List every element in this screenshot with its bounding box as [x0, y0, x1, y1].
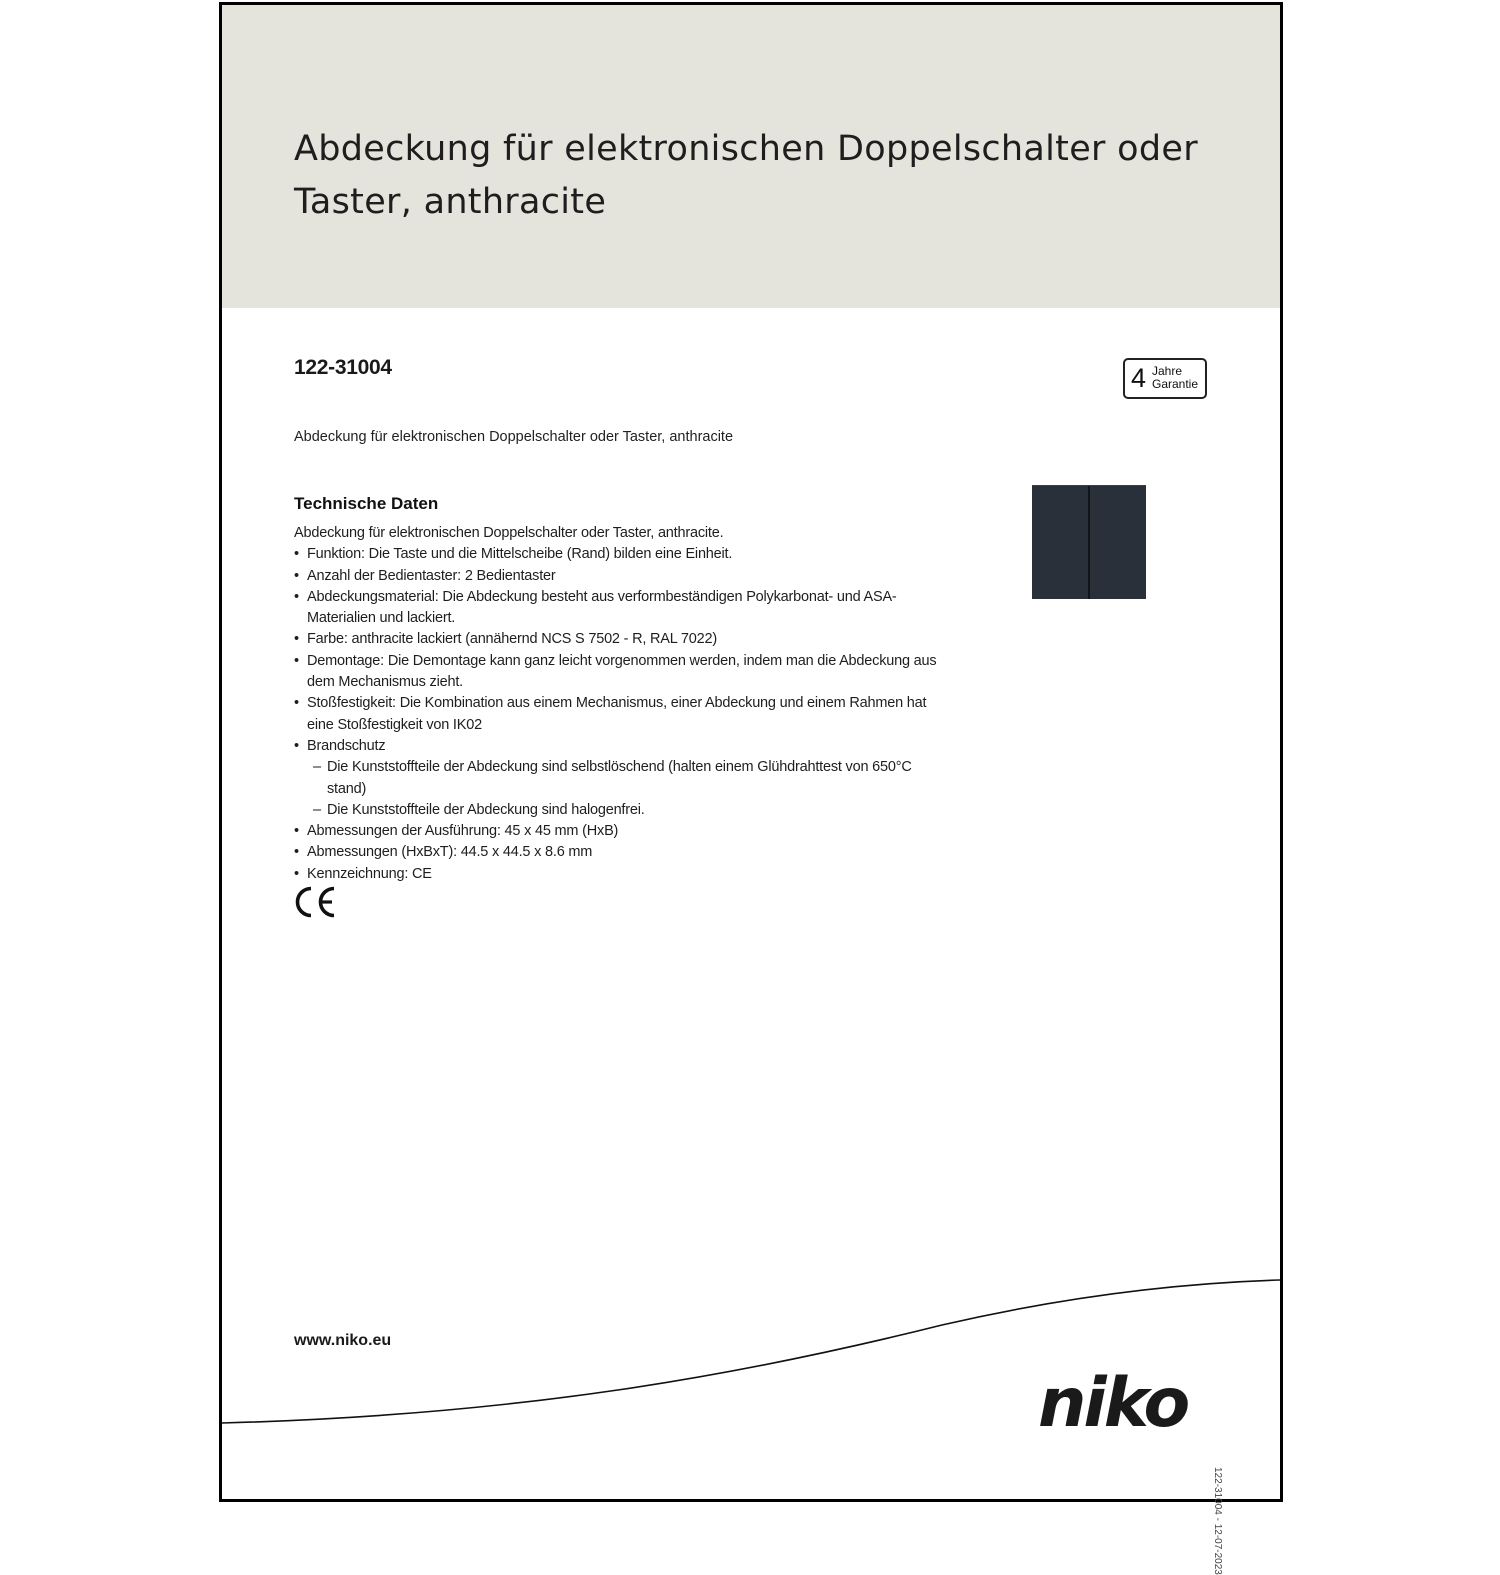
page-title: Abdeckung für elektronischen Doppelschalter oder Taster, anthracite — [294, 129, 1198, 222]
list-item: • Abmessungen (HxBxT): 44.5 x 44.5 x 8.6 mm — [294, 842, 954, 863]
technical-data-body — [294, 523, 954, 885]
list-item: • Demontage: Die Demontage kann ganz leicht vorgenommen werden, indem man die Abdeckung aus dem Mechanismus zieht. — [294, 651, 954, 694]
technical-data-heading: Technische Daten — [294, 494, 439, 513]
product-subtitle: Abdeckung für elektronischen Doppelschalter oder Taster, anthracite — [294, 429, 734, 445]
warranty-label-guarantee: Garantie — [1152, 377, 1199, 391]
list-item: • Abmessungen der Ausführung: 45 x 45 mm (HxB) — [294, 821, 954, 842]
list-item: • Farbe: anthracite lackiert (annähernd NCS S 7502 - R, RAL 7022) — [294, 629, 954, 650]
warranty-label-years: Jahre — [1152, 364, 1183, 378]
niko-logo — [1036, 1360, 1206, 1443]
list-item: • Brandschutz — [294, 736, 954, 757]
document-reference: 122-31004 - 12-07-2023 — [1212, 1467, 1223, 1575]
product-image — [1032, 485, 1146, 599]
warranty-years: 4 — [1131, 363, 1147, 393]
list-item: • Stoßfestigkeit: Die Kombination aus einem Mechanismus, einer Abdeckung und einem Rahmen hat eine Stoßfestigkeit von IK02 — [294, 693, 954, 736]
list-item: • Abdeckungsmaterial: Die Abdeckung besteht aus verformbeständigen Polykarbonat- und ASA-Materialien und lackiert. — [294, 587, 954, 630]
product-key-divider — [1088, 486, 1090, 599]
logo-text: niko — [1038, 1364, 1188, 1443]
ce-mark-icon — [294, 885, 338, 919]
list-subitem: – Die Kunststoffteile der Abdeckung sind selbstlöschend (halten einem Glühdrahttest von 650°C stand) — [294, 757, 954, 800]
warranty-badge — [1123, 358, 1207, 399]
website-link[interactable]: www.niko.eu — [294, 1332, 392, 1349]
technical-intro: Abdeckung für elektronischen Doppelschalter oder Taster, anthracite. — [294, 525, 724, 541]
list-subitem: – Die Kunststoffteile der Abdeckung sind halogenfrei. — [294, 800, 954, 821]
list-item: • Kennzeichnung: CE — [294, 864, 954, 885]
list-item: • Anzahl der Bedientaster: 2 Bedientaster — [294, 566, 954, 587]
list-item: • Funktion: Die Taste und die Mittelscheibe (Rand) bilden eine Einheit. — [294, 544, 954, 565]
datasheet-page — [219, 2, 1283, 1575]
technical-list — [294, 544, 954, 885]
header-band — [222, 5, 1280, 308]
article-number: 122-31004 — [294, 356, 392, 379]
